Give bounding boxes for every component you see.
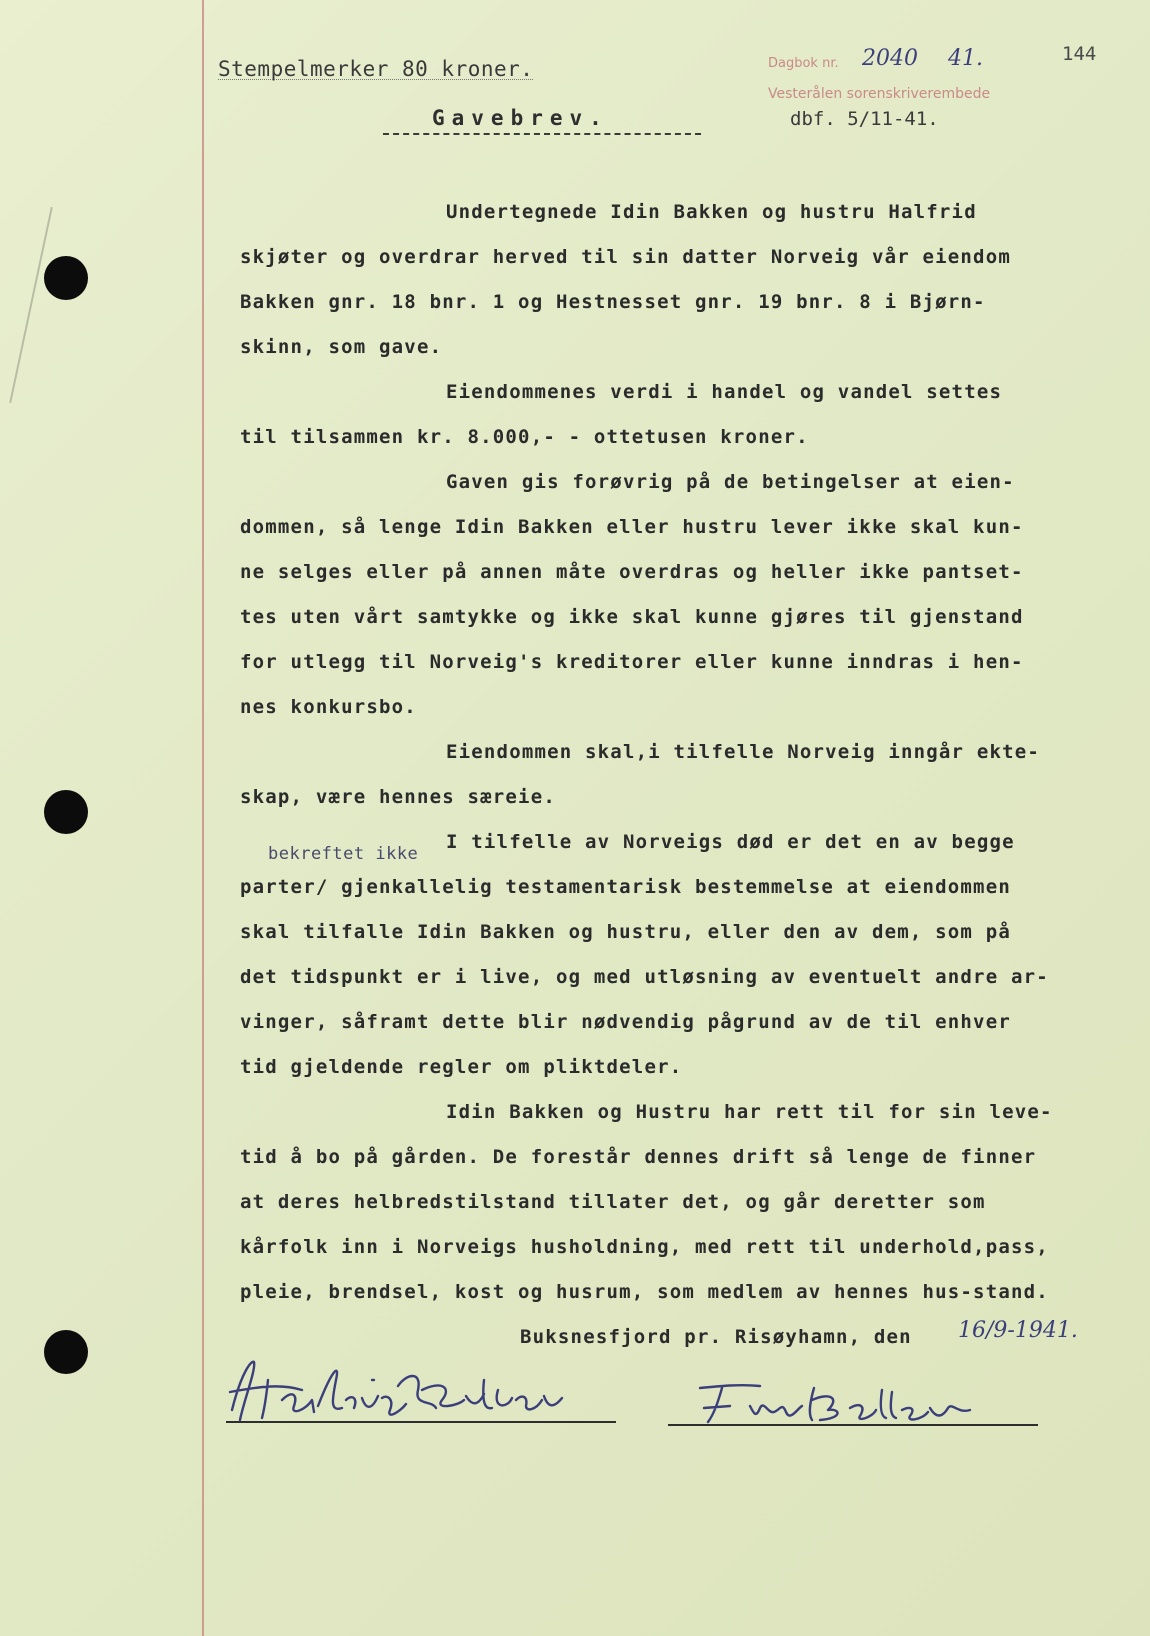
paragraph: [240, 460, 1100, 730]
text-line: kårfolk inn i Norveigs husholdning, med rett til underhold,pass,: [240, 1236, 1049, 1258]
dagbok-label: Dagbok nr.: [768, 56, 839, 71]
text-line: at deres helbredstilstand tillater det, og går deretter som: [240, 1191, 986, 1213]
text-line: til tilsammen kr. 8.000,- - ottetusen kroner.: [240, 426, 809, 448]
place-date-line: Buksnesfjord pr. Risøyhamn, den: [520, 1326, 912, 1348]
text-line: tid gjeldende regler om pliktdeler.: [240, 1056, 683, 1078]
margin-annotation: bekreftet ikke: [268, 844, 419, 864]
text-line: nes konkursbo.: [240, 696, 417, 718]
text-line: tid å bo på gården. De forestår dennes drift så lenge de finner: [240, 1146, 1037, 1168]
signing-date: 16/9-1941.: [958, 1318, 1078, 1343]
paper-scratch: [9, 207, 53, 403]
dagbok-number: 2040: [862, 46, 918, 71]
text-line: Gaven gis forøvrig på de betingelser at eien-: [446, 471, 1015, 493]
dagbok-year: 41.: [948, 46, 983, 71]
text-line: dommen, så lenge Idin Bakken eller hustru lever ikke skal kun-: [240, 516, 1024, 538]
text-line: for utlegg til Norveig's kreditorer eller kunne inndras i hen-: [240, 651, 1024, 673]
text-line: skap, være hennes særeie.: [240, 786, 556, 808]
text-line: I tilfelle av Norveigs død er det en av begge: [446, 831, 1015, 853]
text-line: Eiendommen skal,i tilfelle Norveig inngår ekte-: [446, 741, 1041, 763]
text-line: Idin Bakken og Hustru har rett til for sin leve-: [446, 1101, 1053, 1123]
text-line: det tidspunkt er i live, og med utløsning av eventuelt andre ar-: [240, 966, 1049, 988]
text-line: skinn, som gave.: [240, 336, 443, 358]
text-line: skal tilfalle Idin Bakken og hustru, eller den av dem, som på: [240, 921, 1011, 943]
text-line: ne selges eller på annen måte overdras og heller ikke pantset-: [240, 561, 1024, 583]
text-line: skjøter og overdrar herved til sin datter Norveig vår eiendom: [240, 246, 1011, 268]
document-title: Gavebrev.: [432, 106, 609, 130]
punch-hole: [44, 256, 88, 300]
text-line: Eiendommenes verdi i handel og vandel settes: [446, 381, 1003, 403]
office-stamp: Vesterålen sorenskriverembede: [768, 86, 991, 102]
paragraph: [240, 370, 1100, 460]
punch-hole: [44, 1330, 88, 1374]
text-line: pleie, brendsel, kost og husrum, som medlem av hennes hus-stand.: [240, 1281, 1049, 1303]
text-line: parter/ gjenkallelig testamentarisk bestemmelse at eiendommen: [240, 876, 1011, 898]
text-line: tes uten vårt samtykke og ikke skal kunne gjøres til gjenstand: [240, 606, 1024, 628]
margin-rule: [202, 0, 204, 1636]
text-line: Bakken gnr. 18 bnr. 1 og Hestnesset gnr. 19 bnr. 8 i Bjørn-: [240, 291, 986, 313]
text-line: vinger, såframt dette blir nødvendig pågrund av de til enhver: [240, 1011, 1011, 1033]
registration-date: dbf. 5/11-41.: [790, 108, 939, 130]
document-body: [240, 190, 1100, 1315]
paragraph: [240, 190, 1100, 370]
signature-line-left: [226, 1421, 616, 1423]
paragraph: [240, 1090, 1100, 1315]
title-underline: [383, 133, 701, 135]
punch-hole: [44, 790, 88, 834]
signature-line-right: [668, 1424, 1038, 1426]
text-line: Undertegnede Idin Bakken og hustru Halfrid: [446, 201, 977, 223]
page-number: 144: [1062, 43, 1097, 65]
paragraph: [240, 730, 1100, 820]
stamp-duty-note: Stempelmerker 80 kroner.: [218, 57, 534, 81]
